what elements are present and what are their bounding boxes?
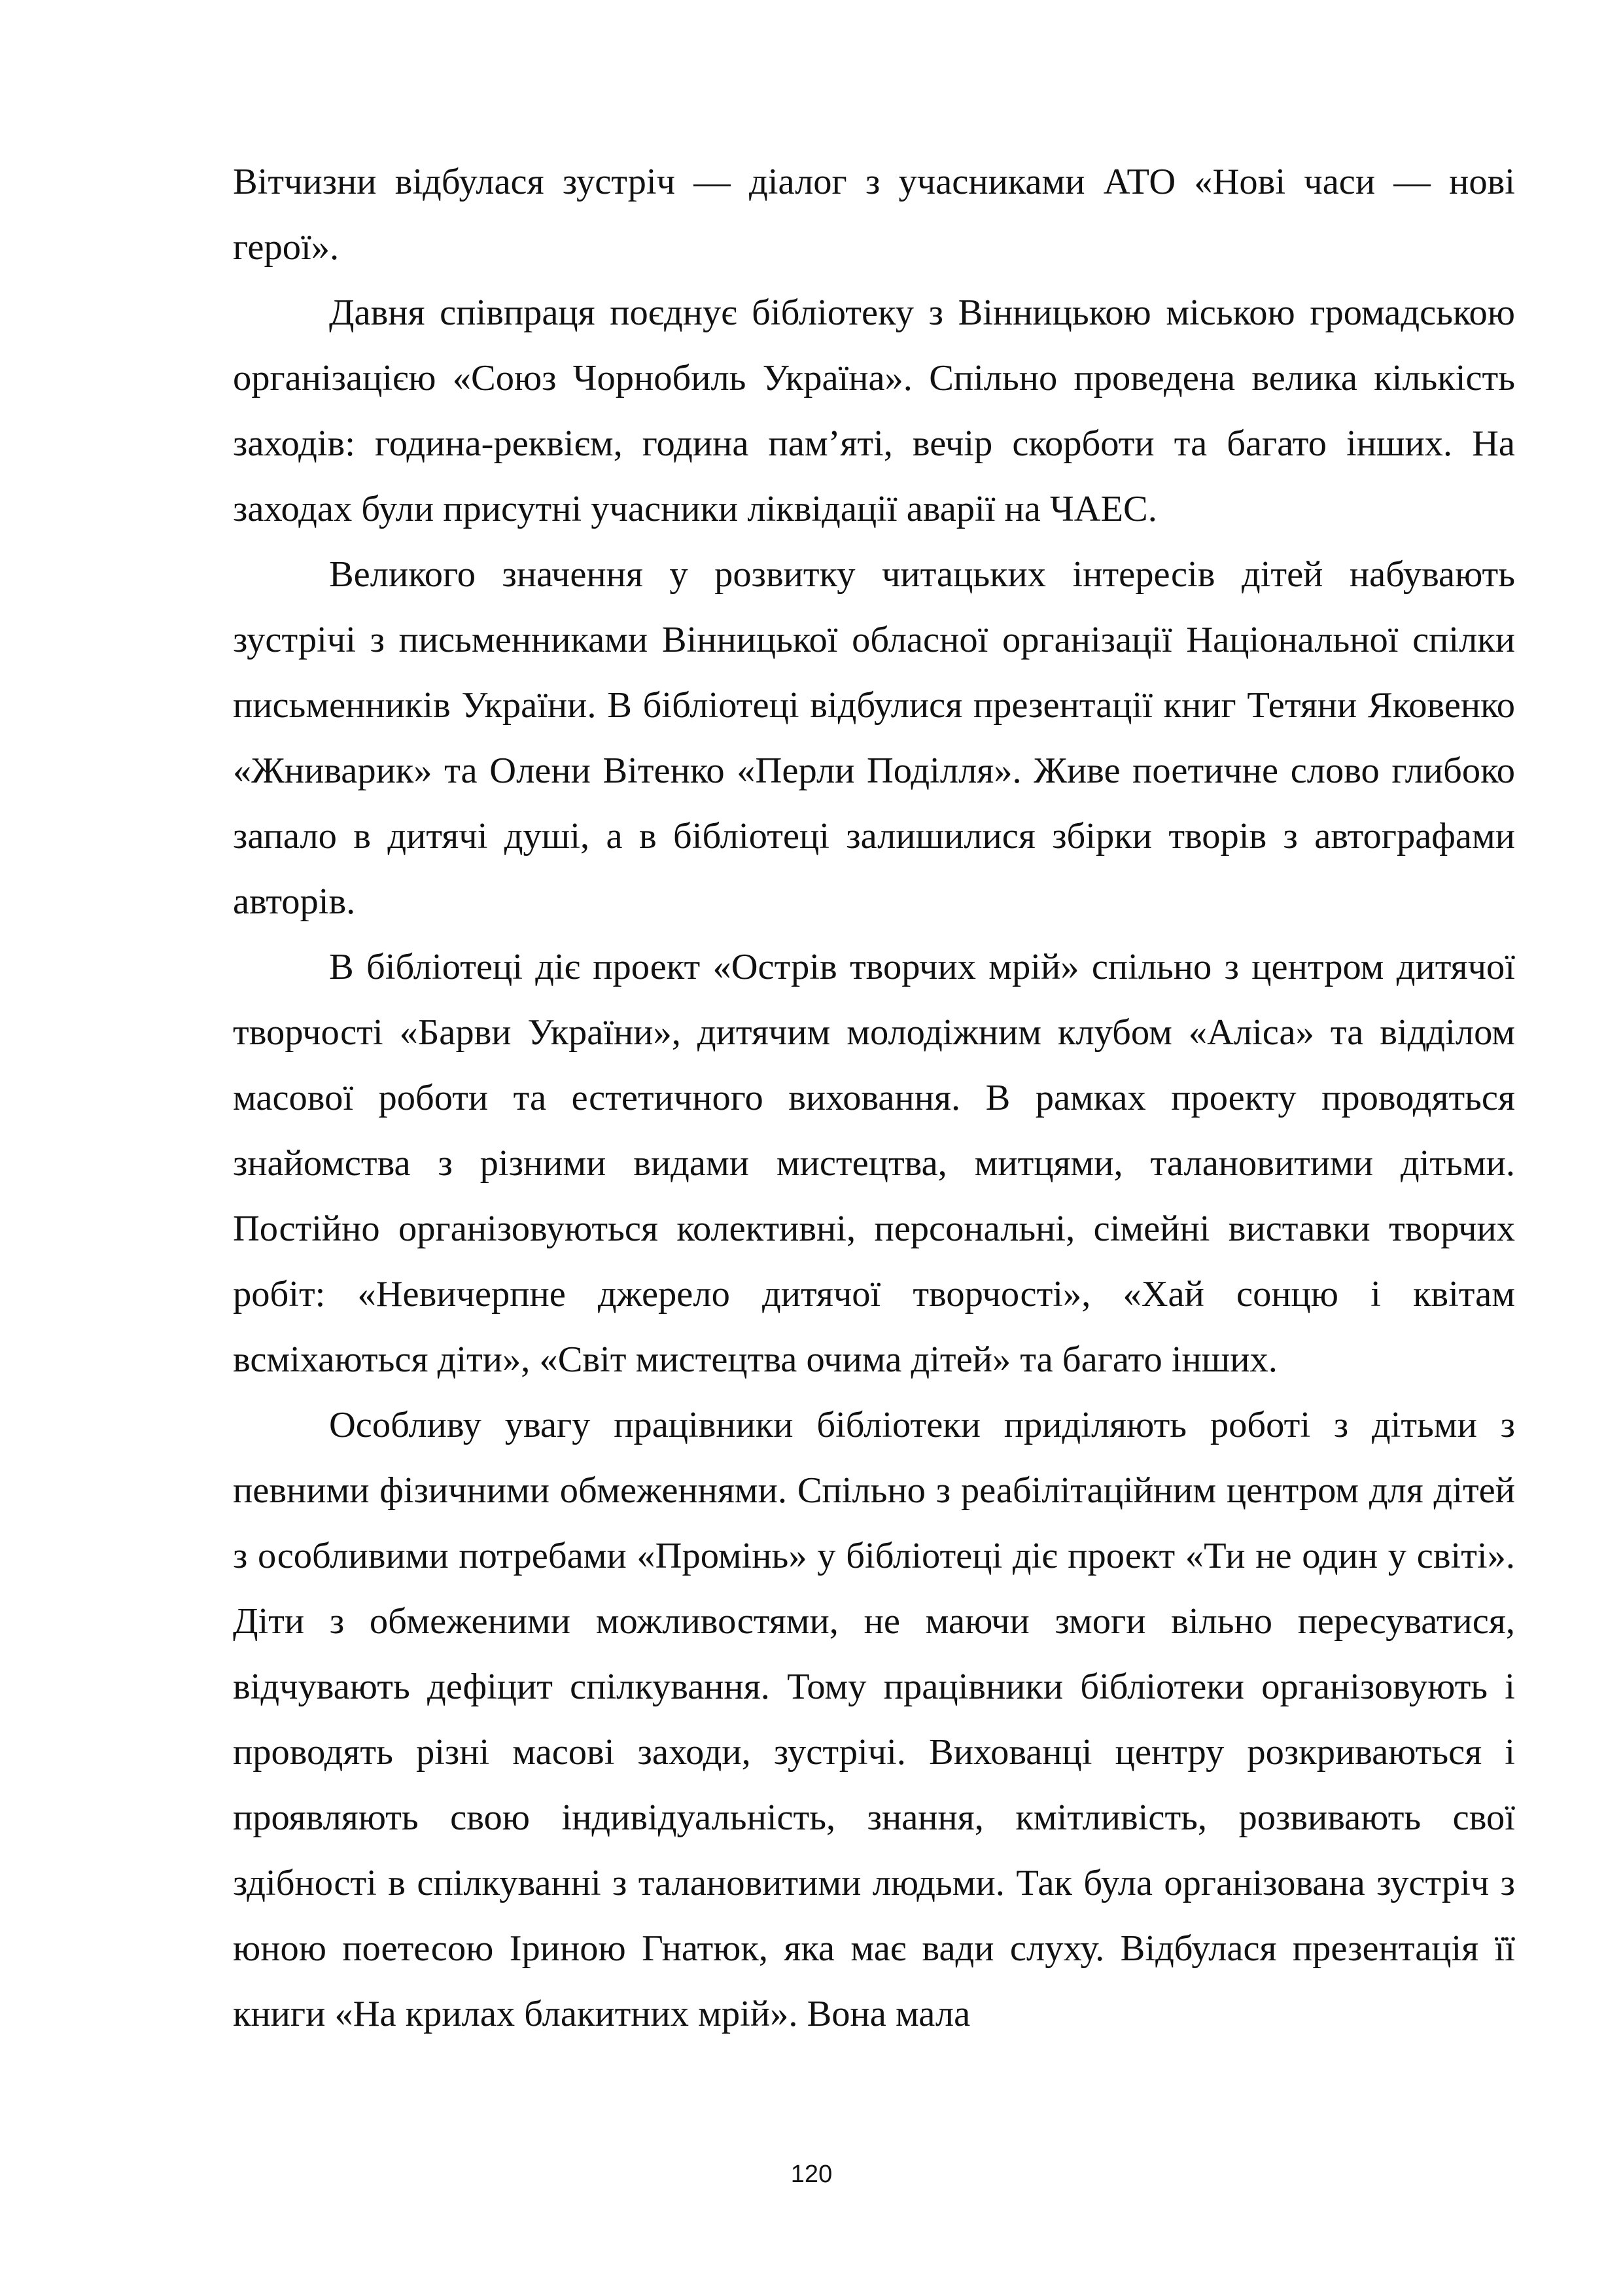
body-text (233, 149, 1515, 2047)
paragraph-5: Особливу увагу працівники бібліотеки приділяють роботі з дітьми з певними фізичними обмеженнями. Спільно з реабілітаційним центром для дітей з особливими потребами «Промінь» у бібліотеці діє проект «Ти не один у світі». Діти з обмеженими можливостями, не маючи змоги вільно пересуватися, відчувають дефіцит спілкування. Тому працівники бібліотеки організовують і проводять різні масові заходи, зустрічі. Вихованці центру розкриваються і проявляють свою індивідуальність, знання, кмітливість, розвивають свої здібності в спілкуванні з талановитими людьми. Так була організована зустріч з юною поетесою Іриною Гнатюк, яка має вади слуху. Відбулася презентація її книги «На крилах блакитних мрій». Вона мала (233, 1405, 1515, 2034)
paragraph-1: Вітчизни відбулася зустріч — діалог з учасниками АТО «Нові часи — нові герої». (233, 162, 1515, 268)
paragraph-3: Великого значення у розвитку читацьких інтересів дітей набувають зустрічі з письменниками Вінницької обласної організації Національної спілки письменників України. В бібліотеці відбулися презентації книг Тетяни Яковенко «Жниварик» та Олени Вітенко «Перли Поділля». Живе поетичне слово глибоко запало в дитячі душі, а в бібліотеці залишилися збірки творів з автографами авторів. (233, 554, 1515, 922)
paragraph-4: В бібліотеці діє проект «Острів творчих мрій» спільно з центром дитячої творчості «Барви України», дитячим молодіжним клубом «Аліса» та відділом масової роботи та естетичного виховання. В рамках проекту проводяться знайомства з різними видами мистецтва, митцями, талановитими дітьми. Постійно організовуються колективні, персональні, сімейні виставки творчих робіт: «Невичерпне джерело дитячої творчості», «Хай сонцю і квітам всміхаються діти», «Світ мистецтва очима дітей» та багато інших. (233, 947, 1515, 1380)
paragraph-2: Давня співпраця поєднує бібліотеку з Вінницькою міською громадською організацією «Союз Чорнобиль Україна». Спільно проведена велика кількість заходів: година-реквієм, година пам’яті, вечір скорботи та багато інших. На заходах були присутні учасники ліквідації аварії на ЧАЕС. (233, 292, 1515, 529)
page-number: 120 (790, 2161, 833, 2188)
